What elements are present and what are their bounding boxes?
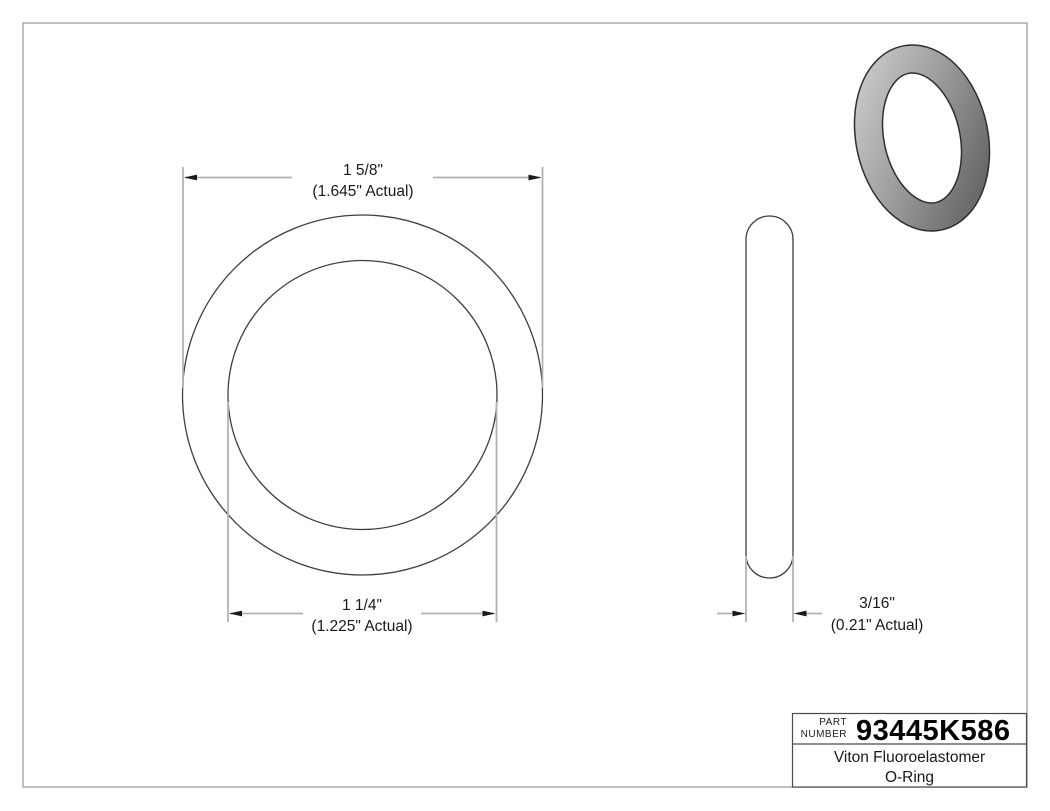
outer-diameter-actual: (1.645" Actual) bbox=[312, 183, 414, 200]
part-label-line1: PART bbox=[819, 717, 847, 728]
o-ring-3d-render bbox=[855, 49, 990, 227]
cross-section-actual: (0.21" Actual) bbox=[830, 617, 924, 634]
o-ring-cross-section-profile bbox=[746, 216, 793, 578]
part-label-line2: NUMBER bbox=[800, 729, 847, 740]
inner-diameter-nominal: 1 1/4" bbox=[342, 597, 382, 614]
material-name: Viton Fluoroelastomer bbox=[833, 749, 986, 766]
arrowhead-left bbox=[229, 611, 242, 617]
cross-section-nominal: 3/16" bbox=[859, 595, 895, 612]
product-name: O-Ring bbox=[884, 769, 935, 786]
o-ring-inner-circle bbox=[228, 261, 497, 530]
arrowhead-right bbox=[794, 611, 807, 617]
arrowhead-left bbox=[733, 611, 746, 617]
cross-section-dimension bbox=[717, 556, 923, 634]
front-view bbox=[183, 215, 543, 575]
arrowhead-right bbox=[529, 175, 542, 181]
title-block bbox=[793, 714, 1027, 788]
o-ring-3d-body bbox=[855, 49, 990, 227]
part-number: 93445K586 bbox=[856, 715, 1011, 747]
arrowhead-right bbox=[483, 611, 496, 617]
inner-diameter-actual: (1.225" Actual) bbox=[311, 618, 413, 635]
side-view bbox=[746, 216, 793, 578]
outer-diameter-nominal: 1 5/8" bbox=[343, 162, 383, 179]
arrowhead-left bbox=[184, 175, 197, 181]
